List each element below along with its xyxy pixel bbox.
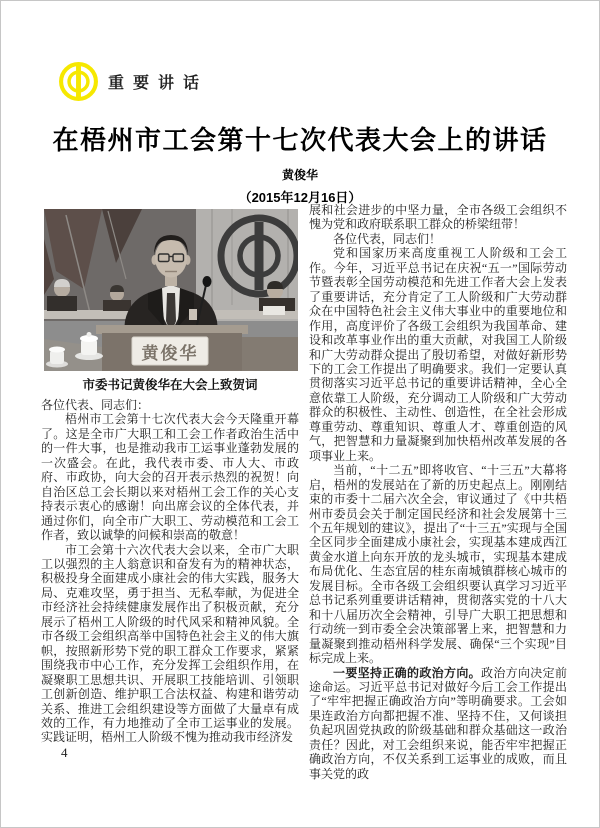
photo-caption: 市委书记黄俊华在大会上致贺词 [82, 378, 258, 392]
right-column [309, 203, 567, 781]
article-date: （2015年12月16日） [238, 190, 362, 205]
paragraph: 党和国家历来高度重视工人阶级和工会工作。今年，习近平总书记在庆祝“五一”国际劳动节暨表彰全国劳动模范和先进工作者大会上发表了重要讲话，充分肯定了工人阶级和广大劳动群众在中国特色社会主义伟大事业中的重要地位和作用，高度评价了各级工会组织为我国革命、建设和改革事业作出的重大贡献，对我国工人阶级和广大劳动群众提出了殷切希望，对做好新形势下的工会工作提出了明确要求。我们一定要认真贯彻落实习近平总书记的重要讲话精神，全心全意依靠工人阶级，充分调动工人阶级和广大劳动群众的积极性、主动性、创造性，在全社会形成尊重劳动、尊重知识、尊重人才、尊重创造的风气，把智慧和力量凝聚到加快梧州改革发展的各项事业上来。 [309, 246, 567, 463]
section-label: 重要讲话 [108, 75, 209, 92]
paragraph-lead: 一要坚持正确的政治方向。 [333, 665, 481, 680]
article-title-block [1, 120, 599, 206]
congress-photo [44, 209, 298, 371]
article-author: 黄俊华 [281, 168, 318, 182]
trade-union-emblem-icon [58, 61, 99, 102]
paragraph: 梧州市工会第十七次代表大会今天隆重开幕了。这是全市广大职工和工会工作者政治生活中的一件大事，也是推动我市工运事业蓬勃发展的一次盛会。在此，我代表市委、市人大、市政府、市政协，向大会的召开表示热烈的祝贺！向自治区总工会长期以来对梧州工会工作的关心支持表示衷心的感谢！向出席会议的全体代表，并通过你们，向全市广大职工、劳动模范和工会工作者，致以诚挚的问候和崇高的敬意！ [41, 412, 299, 543]
page-number: 4 [61, 745, 68, 760]
paragraph [309, 666, 567, 782]
paragraph-continuation: 展和社会进步的中坚力量，全市各级工会组织不愧为党和政府联系职工群众的桥梁纽带！ [309, 203, 567, 232]
salutation: 各位代表，同志们！ [333, 231, 442, 246]
left-column [41, 203, 299, 781]
paragraph: 当前，“十二五”即将收官、“十三五”大幕将启，梧州的发展站在了新的历史起点上。刚刚结束的市委十二届六次全会，审议通过了《中共梧州市委员会关于制定国民经济和社会发展第十三个五年规划的建议》，提出了“十三五”实现与全国全区同步全面建成小康社会，实现基本建成西江黄金水道上向东开放的龙头城市，实现基本建成布局优化、生态宜居的桂东南城镇群核心城市的发展目标。全市各级工会组织要认真学习习近平总书记系列重要讲话精神，贯彻落实党的十八大和十八届历次全会精神，引导广大职工把思想和行动统一到市委全会决策部署上来，把智慧和力量凝聚到推动梧州科学发展、确保“三个实现”目标完成上来。 [309, 463, 567, 666]
section-header [58, 61, 208, 102]
nameplate-text: 黄俊华 [141, 344, 199, 363]
article-columns [41, 203, 568, 781]
article-title: 在梧州市工会第十七次代表大会上的讲话 [52, 125, 548, 155]
paragraph-text: 政治方向决定前途命运。习近平总书记对做好今后工会工作提出了“牢牢把握正确政治方向”等明确要求。工会如果连政治方向都把握不准、坚持不住，又何谈担负起巩固党执政的阶级基础和群众基础这一政治责任？因此，对工会组织来说，能否牢牢把握正确政治方向，不仅关系到工运事业的成败，而且事关党的政 [309, 665, 567, 781]
paragraph: 市工会第十六次代表大会以来，全市广大职工以强烈的主人翁意识和奋发有为的精神状态，积极投身全面建成小康社会的伟大实践，服务大局、克难攻坚，勇于担当、无私奉献，为促进全市经济社会持续健康发展作出了积极贡献，充分展示了梧州工人阶级的时代风采和精神风貌。全市各级工会组织高举中国特色社会主义的伟大旗帜，按照新形势下党的职工群众工作要求，紧紧围绕我市中心工作，充分发挥工会组织作用，在凝聚职工思想共识、开展职工技能培训、引领职工创新创造、维护职工合法权益、构建和谐劳动关系、推进工会组织建设等方面做了大量卓有成效的工作，有力地推动了全市工运事业的发展。实践证明，梧州工人阶级不愧为推动我市经济发 [41, 542, 299, 745]
congress-photo-illustration [44, 209, 298, 371]
salutation: 各位代表、同志们： [41, 398, 150, 412]
lectern [96, 325, 248, 371]
